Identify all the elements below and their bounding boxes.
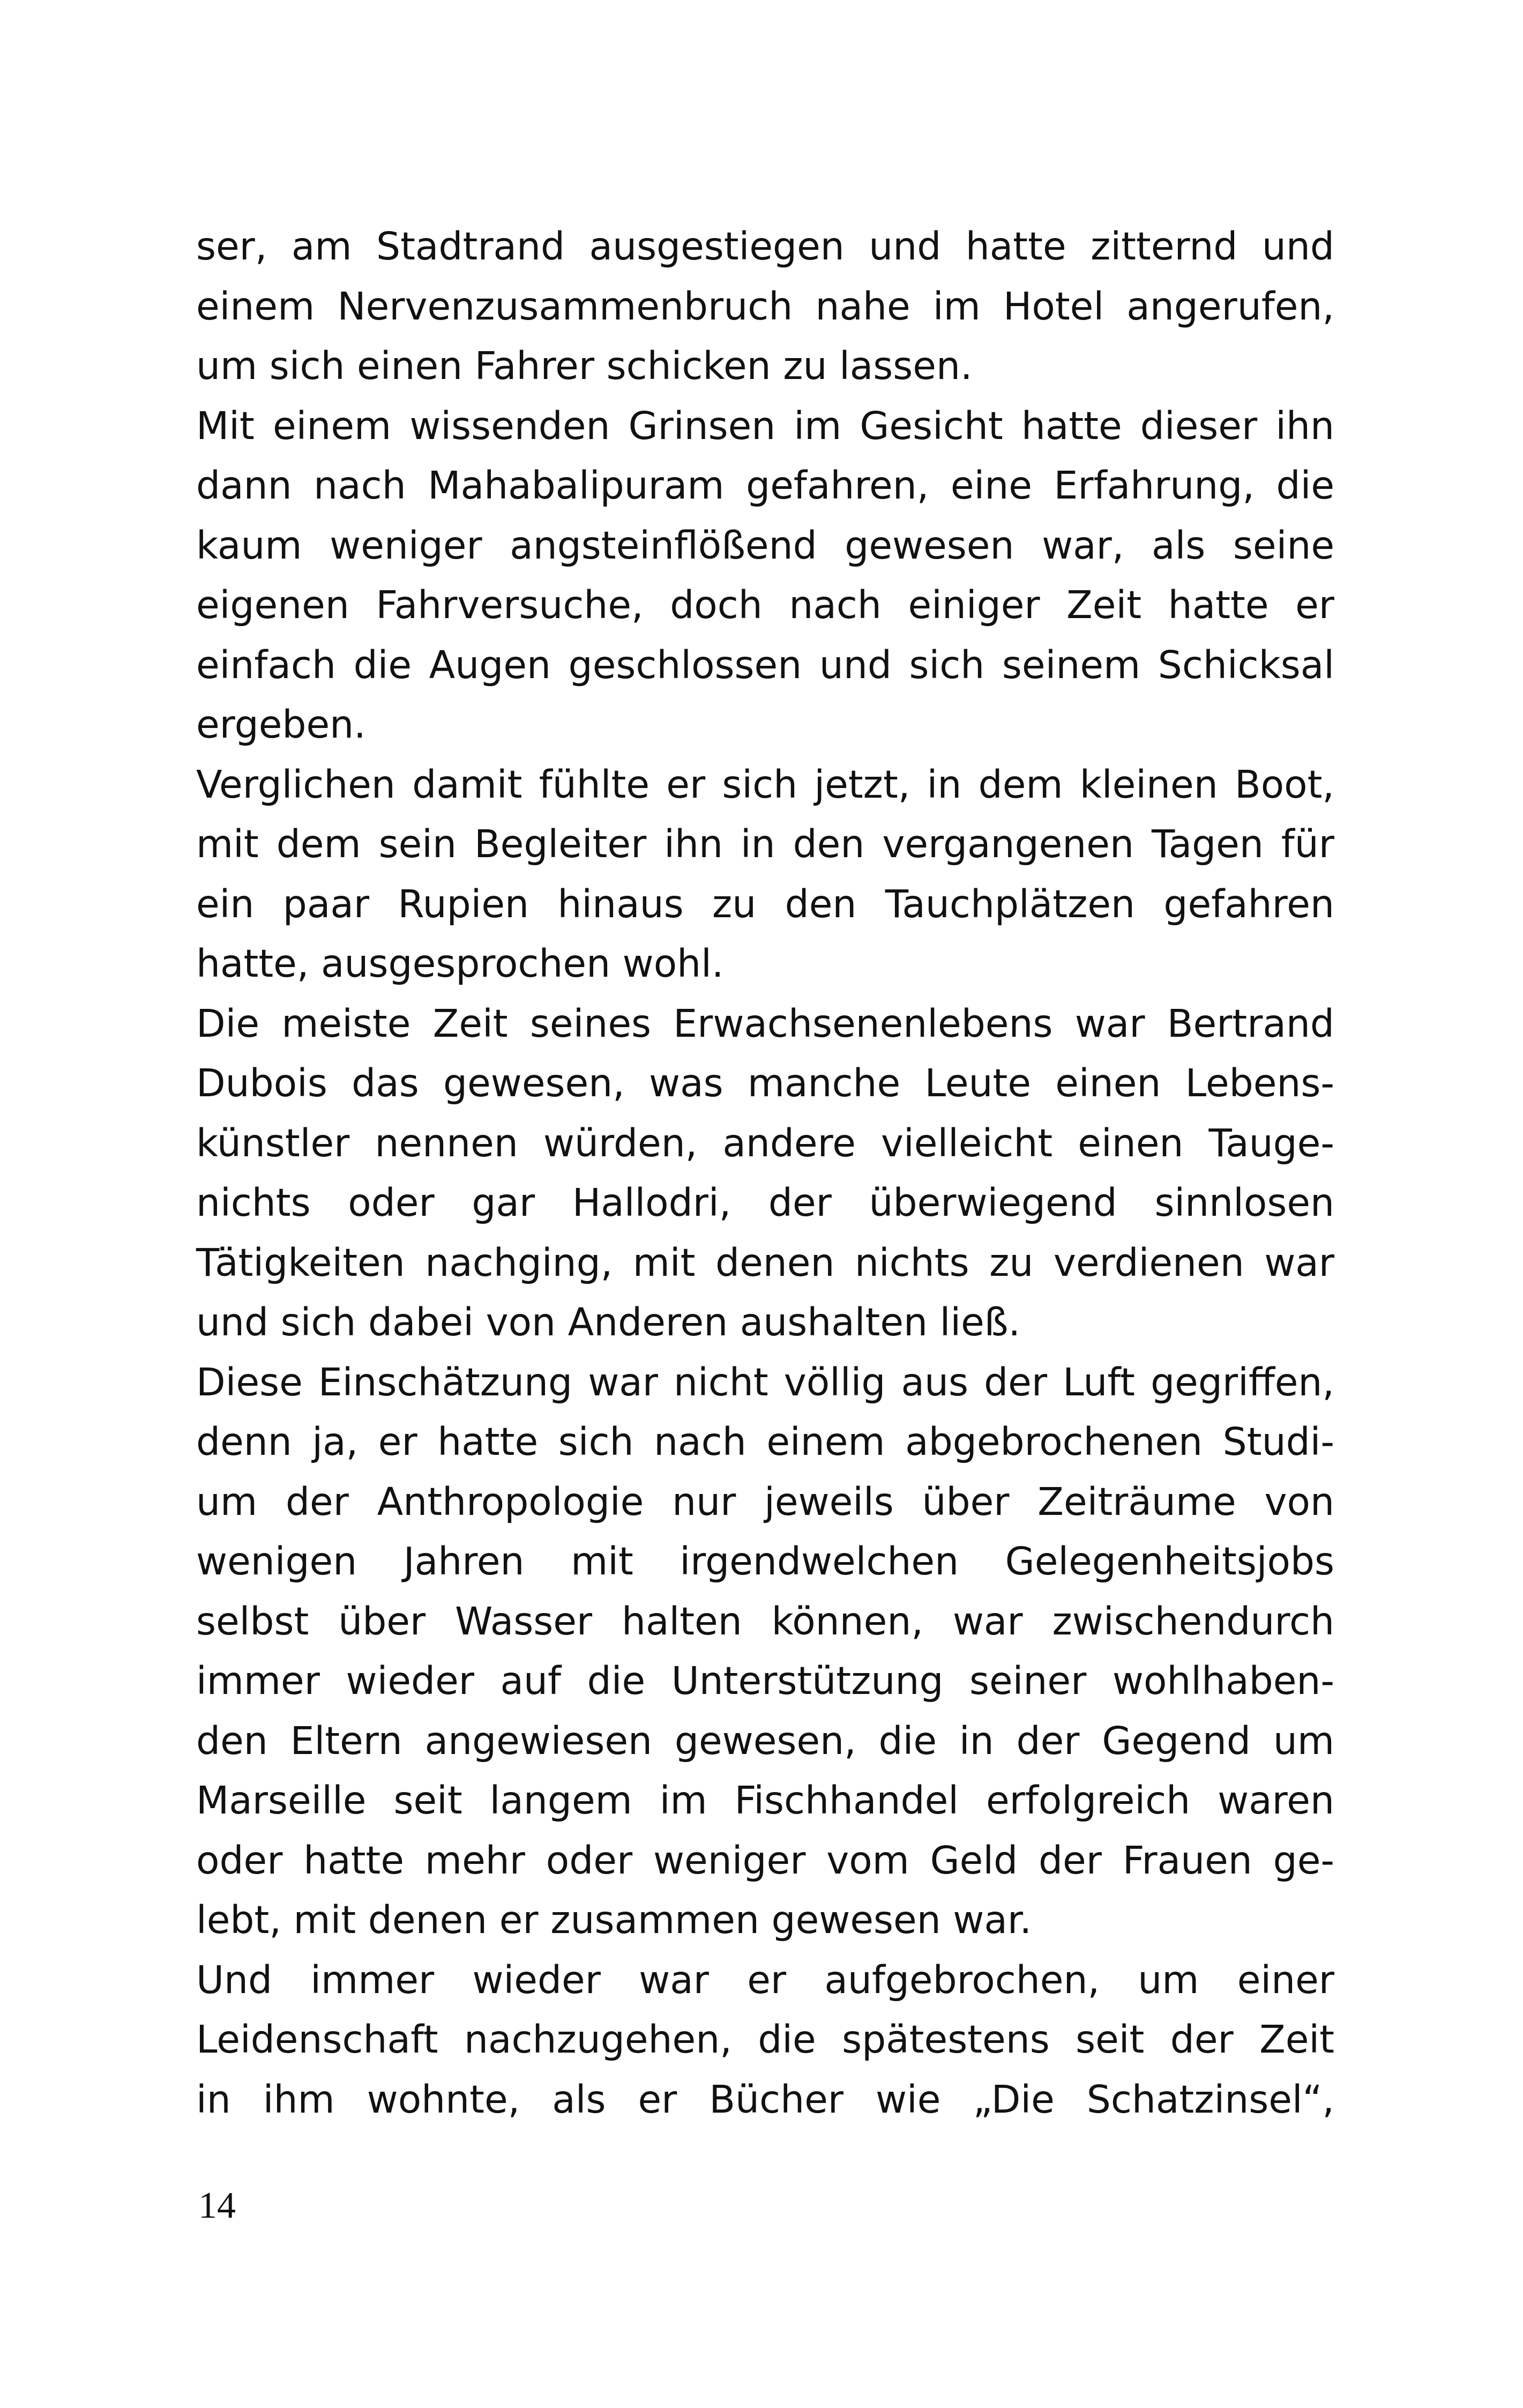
text-line: eigenen Fahrversuche, doch nach einiger Zeit hatte er — [196, 583, 1334, 627]
text-line: oder hatte mehr oder weniger vom Geld der Frauen ge- — [196, 1838, 1334, 1883]
text-line: dann nach Mahabalipuram gefahren, eine Erfahrung, die — [196, 463, 1334, 508]
text-line: nichts oder gar Hallodri, der überwiegend sinnlosen — [196, 1180, 1334, 1225]
text-line: einfach die Augen geschlossen und sich seinem Schicksal — [196, 642, 1334, 687]
text-line: Leidenschaft nachzugehen, die spätestens seit der Zeit — [196, 2017, 1334, 2062]
page-number: 14 — [198, 2185, 236, 2226]
text-line: Mit einem wissenden Grinsen im Gesicht hatte dieser ihn — [196, 403, 1334, 448]
text-line: Dubois das gewesen, was manche Leute einen Lebens- — [196, 1061, 1334, 1105]
text-line: einem Nervenzusammenbruch nahe im Hotel angerufen, — [196, 284, 1334, 329]
text-line: in ihm wohnte, als er Bücher wie „Die Schatzinsel“, — [196, 2077, 1334, 2122]
text-line: wenigen Jahren mit irgendwelchen Gelegenheitsjobs — [196, 1539, 1334, 1584]
text-line: um der Anthropologie nur jeweils über Zeiträume von — [196, 1479, 1334, 1524]
text-line: Tätigkeiten nachging, mit denen nichts zu verdienen war — [196, 1240, 1334, 1285]
text-line: ergeben. — [196, 702, 366, 747]
text-line: selbst über Wasser halten können, war zwischendurch — [196, 1599, 1334, 1644]
text-line: den Eltern angewiesen gewesen, die in der Gegend um — [196, 1718, 1334, 1763]
text-line: hatte, ausgesprochen wohl. — [196, 941, 724, 986]
text-line: und sich dabei von Anderen aushalten ließ. — [196, 1300, 1021, 1344]
text-line: Diese Einschätzung war nicht völlig aus der Luft gegriffen, — [196, 1359, 1334, 1404]
text-line: kaum weniger angsteinflößend gewesen war, als seine — [196, 523, 1334, 568]
text-line: ser, am Stadtrand ausgestiegen und hatte zitternd und — [196, 224, 1334, 269]
text-line: mit dem sein Begleiter ihn in den vergangenen Tagen für — [196, 822, 1334, 866]
text-line: Die meiste Zeit seines Erwachsenenlebens war Bertrand — [196, 1001, 1334, 1046]
text-line: Marseille seit langem im Fischhandel erfolgreich waren — [196, 1778, 1334, 1823]
text-line: um sich einen Fahrer schicken zu lassen. — [196, 344, 973, 388]
text-line: Verglichen damit fühlte er sich jetzt, in dem kleinen Boot, — [196, 762, 1334, 807]
text-line: Und immer wieder war er aufgebrochen, um einer — [196, 1957, 1334, 2002]
text-line: ein paar Rupien hinaus zu den Tauchplätzen gefahren — [196, 881, 1334, 926]
body-text — [196, 217, 1334, 2129]
text-line: künstler nennen würden, andere vielleicht einen Tauge- — [196, 1120, 1334, 1165]
text-line: lebt, mit denen er zusammen gewesen war. — [196, 1898, 1032, 1942]
text-line: denn ja, er hatte sich nach einem abgebrochenen Studi- — [196, 1419, 1334, 1464]
text-line: immer wieder auf die Unterstützung seiner wohlhaben- — [196, 1659, 1334, 1703]
